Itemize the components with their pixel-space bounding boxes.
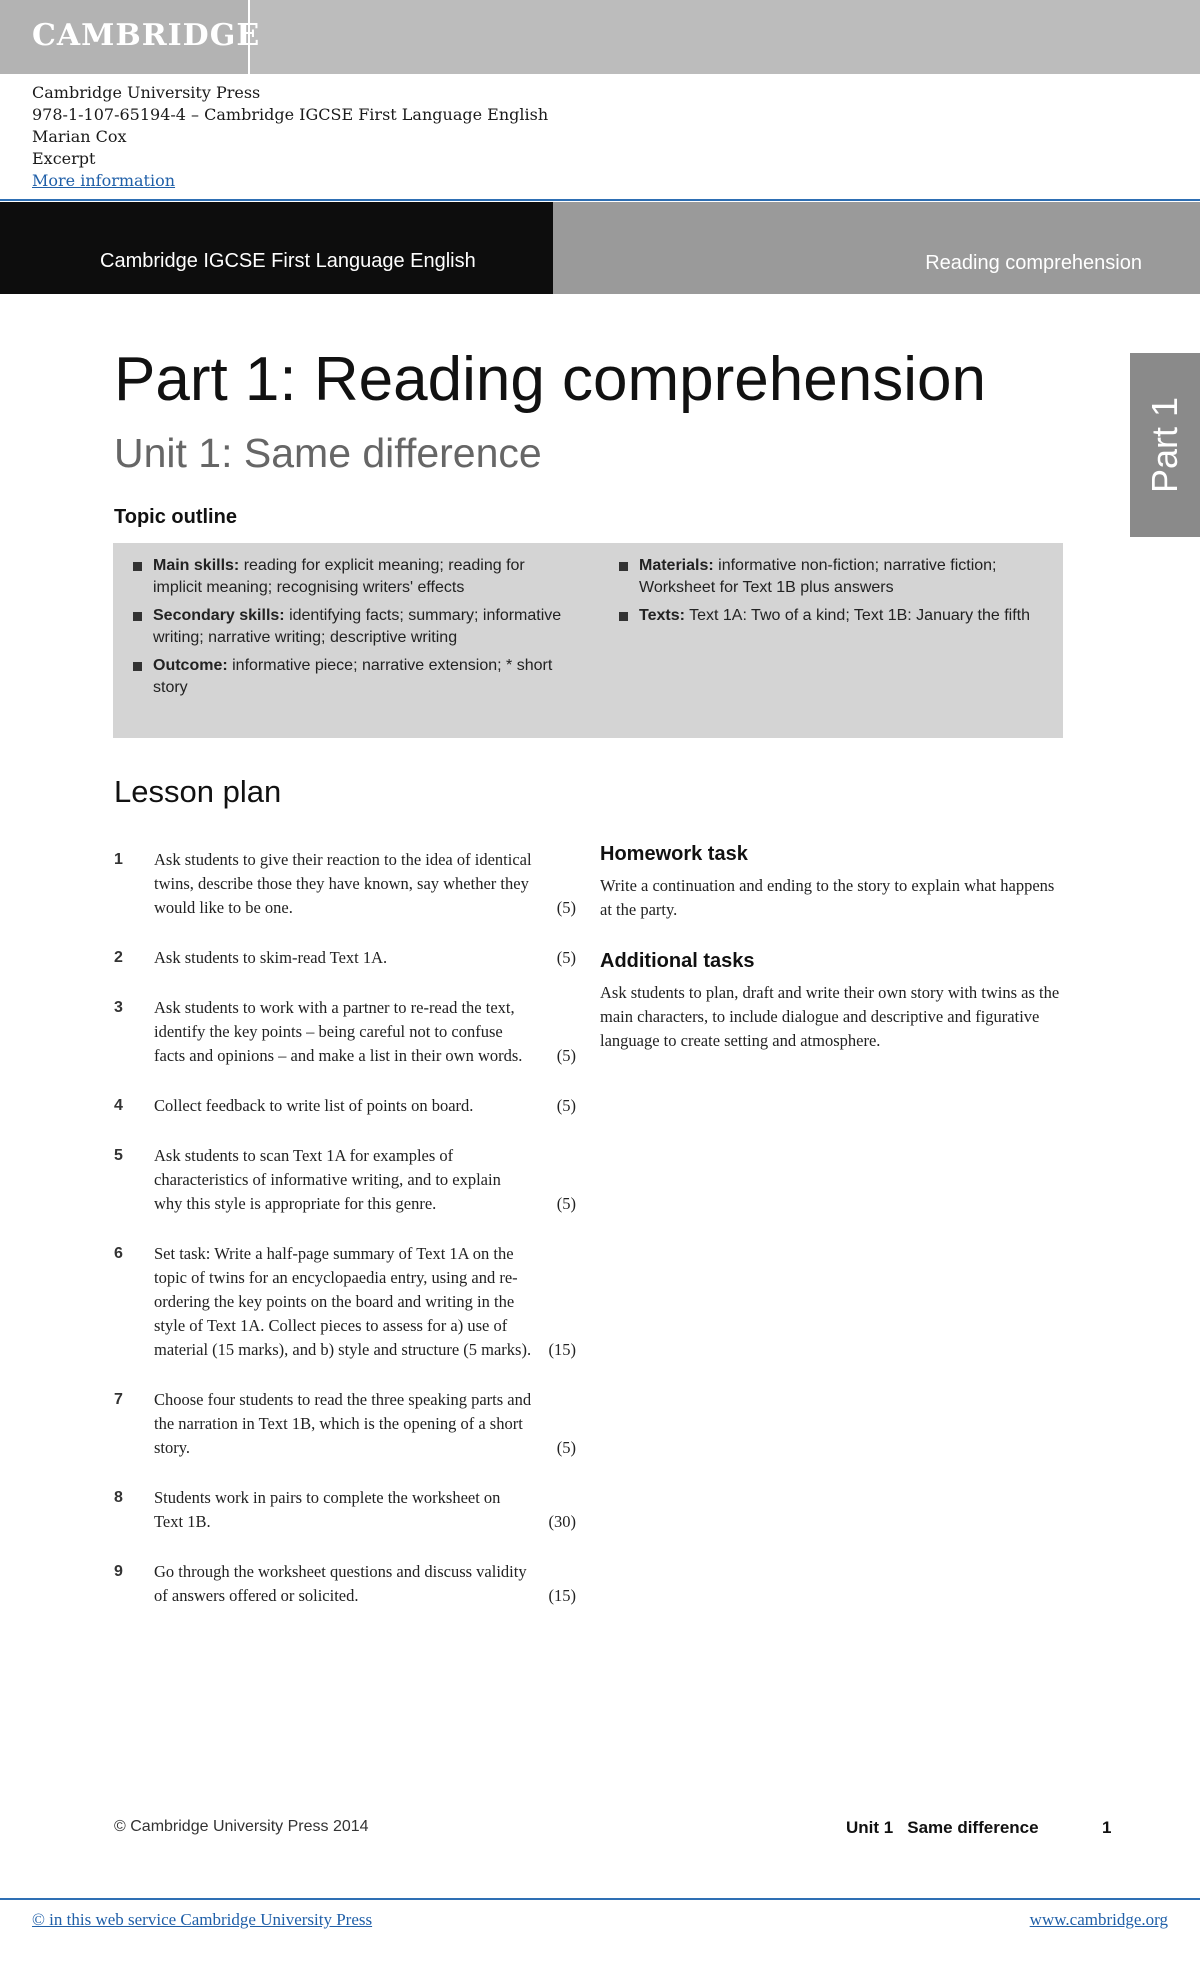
list-item [114,848,576,920]
item-marks: (5) [556,1438,576,1457]
lesson-plan-list [114,848,576,1608]
item-number: 9 [114,1563,123,1580]
square-bullet-icon [619,562,628,571]
outline-text: identifying facts; summary; informative writing; narrative writing; descriptive writing [153,607,562,646]
outline-column-right [617,555,1037,633]
cambridge-logo: CAMBRIDGE [32,18,261,53]
divider [0,1898,1200,1900]
outline-text: informative piece; narrative extension; * short story [153,657,553,696]
outline-label: Main skills: [153,557,240,574]
item-number: 7 [114,1391,123,1408]
copyright-notice: © Cambridge University Press 2014 [114,1818,369,1835]
outline-text: Text 1A: Two of a kind; Text 1B: January the fifth [684,607,1031,624]
copyright-link[interactable]: © in this web service Cambridge University Press [32,1910,373,1929]
item-text: Ask students to skim-read Text 1A. [154,948,388,967]
list-item [114,1242,576,1362]
header-band [0,202,1200,294]
square-bullet-icon [619,612,628,621]
footer-unit-label: Unit 1 [846,1818,894,1837]
item-marks: (5) [556,1096,576,1115]
list-item [114,1560,576,1608]
book-title: Cambridge IGCSE First Language English [100,250,476,272]
item-marks: (15) [548,1340,576,1359]
item-marks: (5) [556,898,576,917]
item-marks: (5) [556,1046,576,1065]
square-bullet-icon [133,662,142,671]
list-item [114,1388,576,1460]
square-bullet-icon [133,612,142,621]
logo-cell [0,0,261,74]
list-item [114,1094,576,1118]
item-text: Ask students to work with a partner to re-read the text, identify the key points – being careful not to confuse facts and opinions – and make a list in their own words. [154,998,523,1065]
item-number: 5 [114,1147,123,1164]
list-item [114,1144,576,1216]
item-number: 3 [114,999,123,1016]
footer-unit [846,1818,1039,1838]
band-right [553,202,1200,294]
item-text: Ask students to scan Text 1A for examples of characteristics of informative writing, and to explain why this style is appropriate for this genre. [154,1146,501,1213]
additional-tasks-heading: Additional tasks [600,950,755,972]
cambridge-website-link[interactable]: www.cambridge.org [1029,1910,1168,1929]
item-text: Go through the worksheet questions and discuss validity of answers offered or solicited. [154,1562,527,1605]
outline-label: Outcome: [153,657,228,674]
isbn-title: 978-1-107-65194-4 – Cambridge IGCSE First Language English [32,105,549,124]
band-left [0,202,553,294]
homework-text: Write a continuation and ending to the story to explain what happens at the party. [600,876,1055,919]
item-text: Students work in pairs to complete the worksheet on Text 1B. [154,1488,501,1531]
item-marks: (30) [548,1512,576,1531]
outline-item [131,555,569,599]
outline-label: Materials: [639,557,714,574]
item-number: 4 [114,1097,123,1114]
item-text: Collect feedback to write list of points on board. [154,1096,474,1115]
topic-outline-box [113,543,1063,738]
page-title: Part 1: Reading comprehension [114,345,986,414]
outline-text: informative non-fiction; narrative fiction; Worksheet for Text 1B plus answers [639,557,997,596]
outline-item [131,605,569,649]
square-bullet-icon [133,562,142,571]
divider [0,199,1200,201]
top-bar [0,0,1200,74]
side-tab-label: Part 1 [1144,396,1185,494]
unit-title: Unit 1: Same difference [114,430,542,476]
item-number: 2 [114,949,123,966]
additional-tasks-section [600,949,1065,1053]
homework-heading: Homework task [600,843,748,865]
list-item [114,1486,576,1534]
item-text: Choose four students to read the three speaking parts and the narration in Text 1B, which is the opening of a short story. [154,1390,532,1457]
item-marks: (5) [556,1194,576,1213]
item-number: 8 [114,1489,123,1506]
page-number: 1 [1102,1818,1112,1837]
excerpt-label: Excerpt [32,149,96,168]
item-marks: (5) [556,948,576,967]
outline-item [131,655,569,699]
outline-item [617,555,1037,599]
publisher-info [32,82,548,192]
section-title: Reading comprehension [925,252,1142,274]
outline-item [617,605,1037,627]
list-item [114,946,576,970]
part-side-tab [1130,353,1200,537]
lesson-plan-heading: Lesson plan [114,774,282,809]
outline-label: Secondary skills: [153,607,285,624]
item-number: 6 [114,1245,123,1262]
footer-unit-name: Same difference [907,1818,1039,1837]
more-information-link[interactable]: More information [32,171,176,190]
additional-tasks-text: Ask students to plan, draft and write their own story with twins as the main characters, to include dialogue and descriptive and figurative language to create setting and atmosphere. [600,983,1060,1050]
homework-section [600,842,1065,922]
item-number: 1 [114,851,123,868]
list-item [114,996,576,1068]
item-marks: (15) [548,1586,576,1605]
outline-label: Texts: [639,607,685,624]
item-text: Set task: Write a half-page summary of Text 1A on the topic of twins for an encyclopaedia entry, using and re-ordering the key points on the board and writing in the style of Text 1A. Collect pieces to assess for a) use of material (15 marks), and b) style and structure (5 marks). [154,1244,532,1359]
publisher-name: Cambridge University Press [32,83,261,102]
topic-outline-heading: Topic outline [114,506,237,528]
item-text: Ask students to give their reaction to the idea of identical twins, describe those they have known, say whether they would like to be one. [154,850,532,917]
outline-column-left [131,555,569,705]
author: Marian Cox [32,127,127,146]
outline-text: reading for explicit meaning; reading for implicit meaning; recognising writers' effects [153,557,525,596]
